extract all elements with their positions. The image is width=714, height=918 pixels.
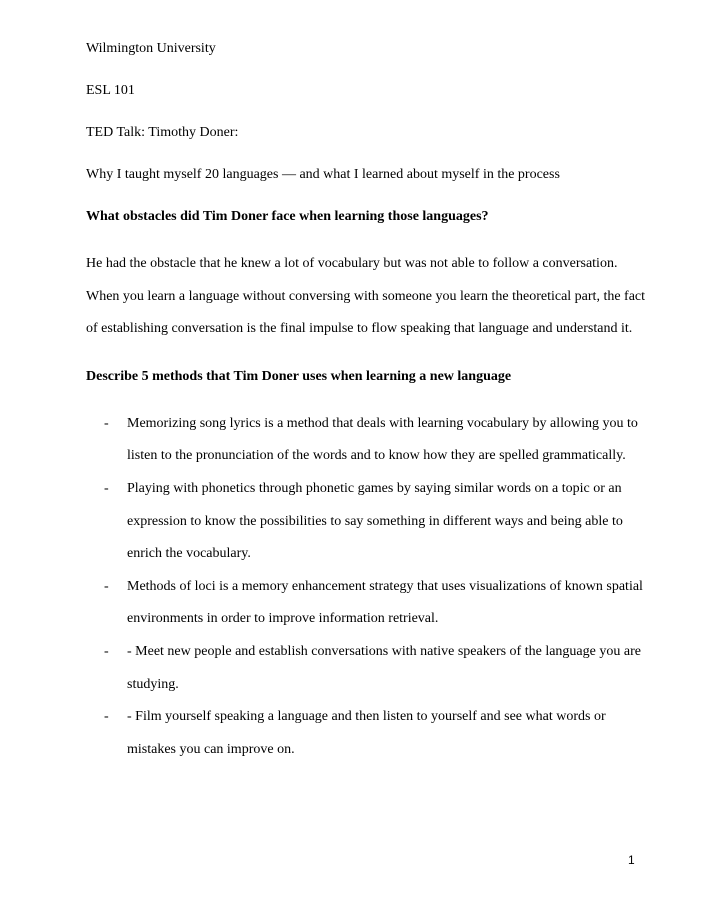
bullet-dash: - bbox=[104, 415, 109, 431]
list-item-text: - Film yourself speaking a language and then listen to yourself and see what words or mistakes you can improve on. bbox=[127, 709, 606, 757]
list-item bbox=[86, 701, 646, 766]
list-item bbox=[86, 636, 646, 701]
list-item bbox=[86, 473, 646, 571]
obstacles-paragraph: He had the obstacle that he knew a lot of vocabulary but was not able to follow a conversation. When you learn a language without conversing with someone you learn the theoretical part, the fact of establishing conversation is the final impulse to flow speaking that language and understand it. bbox=[86, 256, 646, 337]
talk-title: Why I taught myself 20 languages — and what I learned about myself in the process bbox=[86, 167, 560, 182]
institution-name: Wilmington University bbox=[86, 41, 216, 56]
bullet-dash: - bbox=[104, 578, 109, 594]
list-item-text: - Meet new people and establish conversations with native speakers of the language you are studying. bbox=[127, 643, 641, 692]
list-item-text: Memorizing song lyrics is a method that deals with learning vocabulary by allowing you to listen to the pronunciation of the words and to know how they are spelled grammatically. bbox=[127, 415, 638, 464]
course-code: ESL 101 bbox=[86, 83, 135, 98]
methods-list bbox=[86, 408, 646, 767]
bullet-dash: - bbox=[104, 643, 109, 659]
document-body bbox=[86, 38, 646, 766]
list-item bbox=[86, 571, 646, 636]
talk-label: TED Talk: Timothy Doner: bbox=[86, 125, 239, 140]
section-heading-methods: Describe 5 methods that Tim Doner uses when learning a new language bbox=[86, 368, 512, 384]
bullet-dash: - bbox=[104, 480, 109, 496]
list-item-text: Methods of loci is a memory enhancement strategy that uses visualizations of known spatial environments in order to improve information retrieval. bbox=[127, 578, 643, 627]
list-item-text: Playing with phonetics through phonetic games by saying similar words on a topic or an expression to know the possibilities to say something in different ways and being able to enrich the vocabulary. bbox=[127, 480, 623, 562]
section-heading-obstacles: What obstacles did Tim Doner face when learning those languages? bbox=[86, 209, 489, 224]
bullet-dash: - bbox=[104, 709, 109, 725]
page-number: 1 bbox=[628, 853, 635, 867]
list-item bbox=[86, 408, 646, 473]
